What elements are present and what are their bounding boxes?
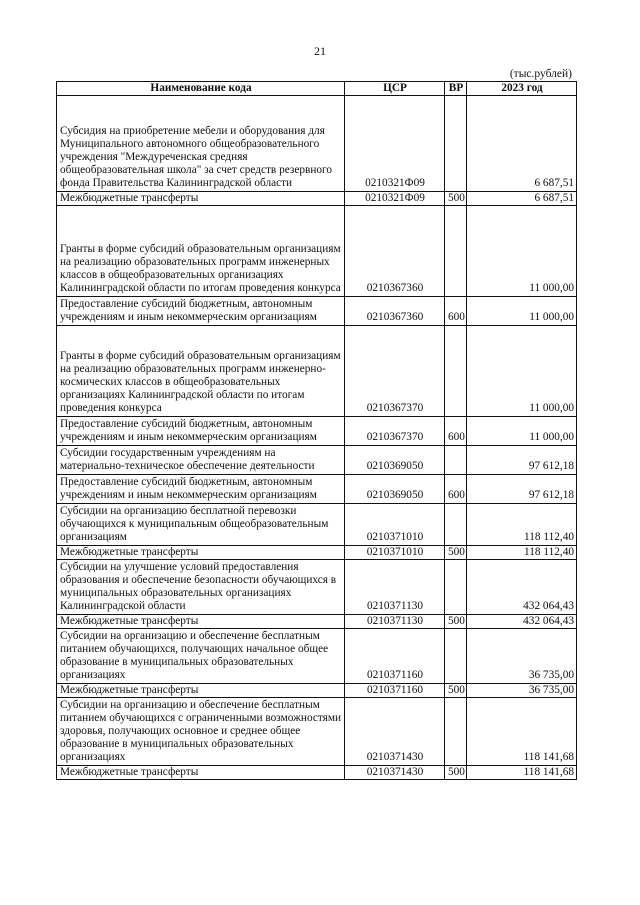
page-number: 21: [314, 44, 326, 58]
row-csr: 0210321Ф09: [345, 96, 445, 192]
table-row: [57, 629, 577, 684]
row-name: Субсидии на улучшение условий предоставления образования и обеспечение безопасности обучающихся в муниципальных образовательных организациях Калининградской области: [57, 560, 345, 615]
row-name: Субсидии на организацию и обеспечение бесплатным питанием обучающихся с ограниченными возможностями здоровья, получающих основное и среднее общее образование в муниципальных образовательных организациях: [57, 698, 345, 766]
row-csr: 0210371010: [345, 504, 445, 546]
header-name: Наименование кода: [57, 82, 345, 96]
row-vr: 500: [445, 192, 467, 206]
row-vr: [445, 698, 467, 766]
row-vr: [445, 504, 467, 546]
row-amount: 118 112,40: [467, 504, 577, 546]
row-csr: 0210371430: [345, 766, 445, 780]
row-amount: 118 141,68: [467, 698, 577, 766]
row-csr: 0210367370: [345, 326, 445, 417]
row-name: Межбюджетные трансферты: [57, 766, 345, 780]
row-name: Субсидии на организацию бесплатной перевозки обучающихся к муниципальным общеобразовательным организациям: [57, 504, 345, 546]
row-csr: 0210371430: [345, 698, 445, 766]
table-row: [57, 297, 577, 326]
row-csr: 0210321Ф09: [345, 192, 445, 206]
table-row: [57, 206, 577, 297]
row-vr: [445, 206, 467, 297]
row-amount: 6 687,51: [467, 192, 577, 206]
row-csr: 0210371130: [345, 560, 445, 615]
row-name: Предоставление субсидий бюджетным, автономным учреждениям и иным некоммерческим организациям: [57, 417, 345, 446]
row-vr: [445, 629, 467, 684]
table-row: [57, 326, 577, 417]
header-vr: ВР: [445, 82, 467, 96]
header-csr: ЦСР: [345, 82, 445, 96]
row-name: Межбюджетные трансферты: [57, 192, 345, 206]
row-vr: [445, 96, 467, 192]
row-amount: 11 000,00: [467, 417, 577, 446]
row-name: Субсидии государственным учреждениям на материально-техническое обеспечение деятельности: [57, 446, 345, 475]
table-row: [57, 546, 577, 560]
row-name: Межбюджетные трансферты: [57, 546, 345, 560]
row-name: Гранты в форме субсидий образовательным организациям на реализацию образовательных программ инженерно-космических классов в общеобразовательных организациях Калининградской области по итогам проведения конкурса: [57, 326, 345, 417]
row-vr: 600: [445, 417, 467, 446]
row-amount: 6 687,51: [467, 96, 577, 192]
table-row: [57, 698, 577, 766]
row-amount: 97 612,18: [467, 446, 577, 475]
row-amount: 118 112,40: [467, 546, 577, 560]
row-amount: 11 000,00: [467, 206, 577, 297]
row-csr: 0210369050: [345, 446, 445, 475]
row-amount: 97 612,18: [467, 475, 577, 504]
row-csr: 0210371010: [345, 546, 445, 560]
row-amount: 36 735,00: [467, 629, 577, 684]
row-amount: 432 064,43: [467, 615, 577, 629]
unit-note: (тыс.рублей): [509, 68, 572, 80]
header-year: 2023 год: [467, 82, 577, 96]
budget-table: [56, 81, 577, 780]
table-row: [57, 446, 577, 475]
row-amount: 11 000,00: [467, 297, 577, 326]
row-csr: 0210371130: [345, 615, 445, 629]
row-csr: 0210369050: [345, 475, 445, 504]
row-name: Субсидии на организацию и обеспечение бесплатным питанием обучающихся, получающих начальное общее образование в муниципальных образовательных организациях: [57, 629, 345, 684]
table-row: [57, 192, 577, 206]
table-row: [57, 417, 577, 446]
row-name: Предоставление субсидий бюджетным, автономным учреждениям и иным некоммерческим организациям: [57, 297, 345, 326]
row-amount: 118 141,68: [467, 766, 577, 780]
row-name: Межбюджетные трансферты: [57, 615, 345, 629]
row-vr: 500: [445, 766, 467, 780]
row-amount: 432 064,43: [467, 560, 577, 615]
row-amount: 11 000,00: [467, 326, 577, 417]
table-row: [57, 684, 577, 698]
row-name: Субсидия на приобретение мебели и оборудования для Муниципального автономного общеобразовательного учреждения "Междуреченская средняя общеобразовательная школа" за счет средств резервного фонда Правительства Калининградской области: [57, 96, 345, 192]
row-vr: 500: [445, 684, 467, 698]
row-csr: 0210367360: [345, 297, 445, 326]
table-row: [57, 475, 577, 504]
table-row: [57, 504, 577, 546]
row-name: Межбюджетные трансферты: [57, 684, 345, 698]
row-vr: [445, 560, 467, 615]
row-amount: 36 735,00: [467, 684, 577, 698]
table-row: [57, 96, 577, 192]
row-vr: 500: [445, 615, 467, 629]
row-vr: 600: [445, 475, 467, 504]
row-csr: 0210367370: [345, 417, 445, 446]
row-csr: 0210371160: [345, 629, 445, 684]
table-row: [57, 560, 577, 615]
table-row: [57, 766, 577, 780]
row-csr: 0210371160: [345, 684, 445, 698]
row-vr: [445, 446, 467, 475]
row-vr: 600: [445, 297, 467, 326]
row-name: Гранты в форме субсидий образовательным организациям на реализацию образовательных программ инженерных классов в общеобразовательных организациях Калининградской области по итогам проведения конкурса: [57, 206, 345, 297]
row-vr: 500: [445, 546, 467, 560]
row-csr: 0210367360: [345, 206, 445, 297]
row-name: Предоставление субсидий бюджетным, автономным учреждениям и иным некоммерческим организациям: [57, 475, 345, 504]
row-vr: [445, 326, 467, 417]
table-header-row: [57, 82, 577, 96]
table-row: [57, 615, 577, 629]
